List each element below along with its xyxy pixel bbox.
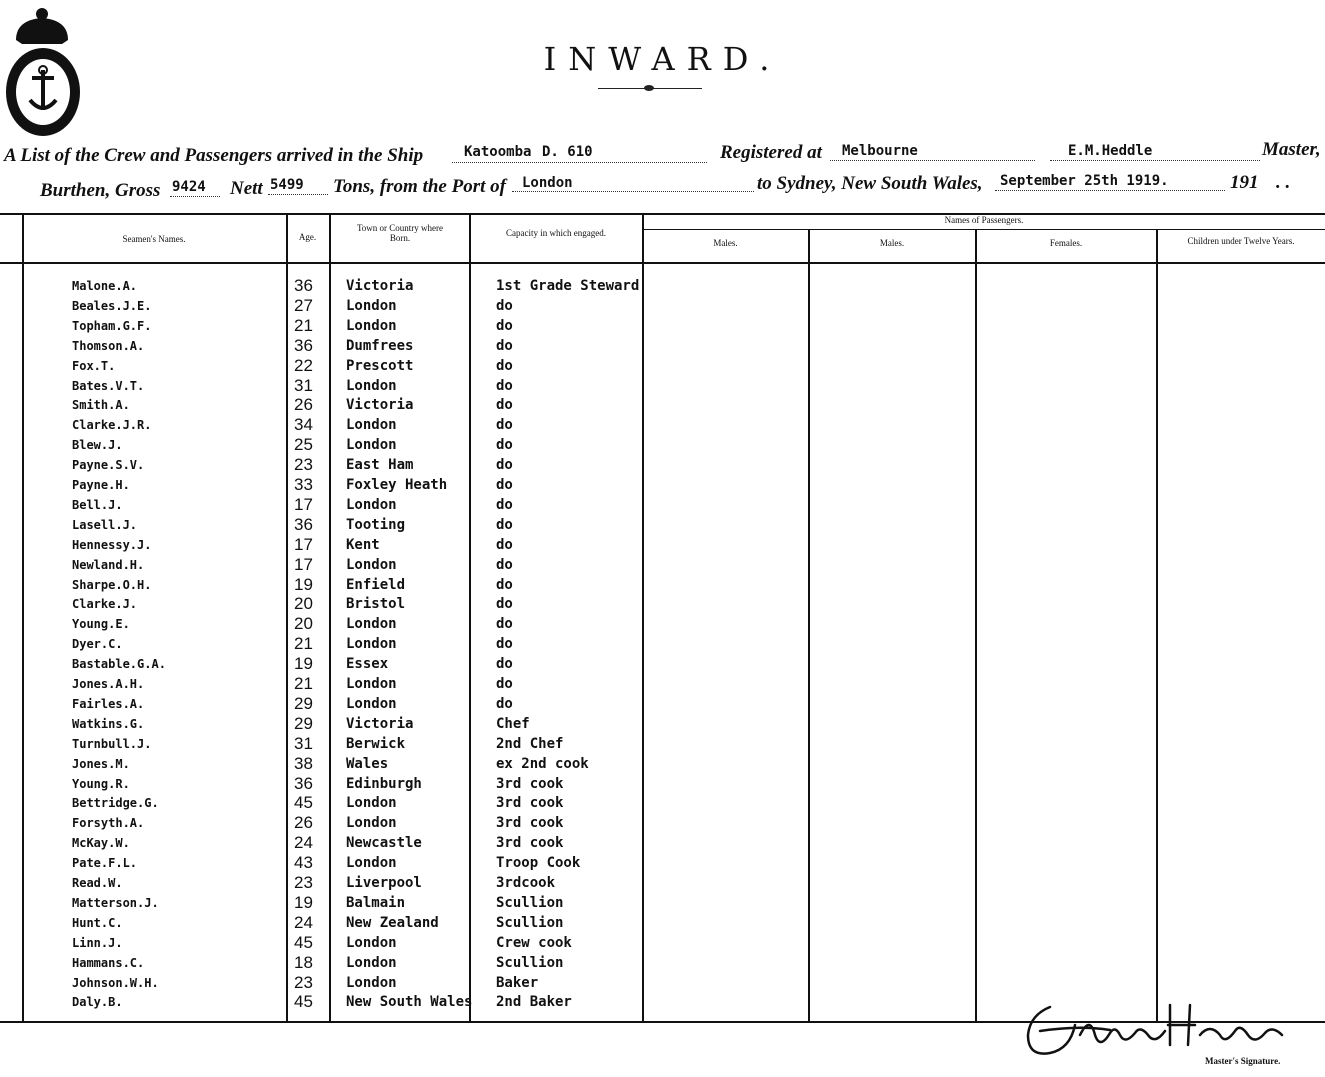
crew-capacity: do xyxy=(496,636,513,653)
crew-town: Liverpool xyxy=(346,875,422,891)
crew-row xyxy=(0,813,640,833)
crew-name: Smith.A. xyxy=(72,398,130,413)
crew-age: 20 xyxy=(294,594,313,614)
crew-capacity: Crew cook xyxy=(496,934,572,951)
title-ornament xyxy=(644,85,654,91)
crew-age: 21 xyxy=(294,634,313,654)
crew-capacity: do xyxy=(496,477,513,493)
crew-row xyxy=(0,953,640,973)
crew-capacity: do xyxy=(496,297,513,314)
crew-capacity: Scullion xyxy=(496,914,564,931)
crew-name: Clarke.J.R. xyxy=(72,418,152,433)
crew-age: 21 xyxy=(294,674,313,693)
crew-age: 17 xyxy=(294,494,313,514)
crew-name: Clarke.J. xyxy=(72,597,138,612)
crew-capacity: do xyxy=(496,695,513,712)
crew-town: Tooting xyxy=(346,516,406,533)
crew-town: East Ham xyxy=(346,457,414,474)
crew-name: Dyer.C. xyxy=(72,637,123,652)
crew-row xyxy=(0,913,640,933)
crew-row xyxy=(0,594,640,614)
crew-capacity: do xyxy=(496,457,513,474)
crew-row xyxy=(0,515,640,535)
destination-label: to Sydney, New South Wales, xyxy=(757,173,983,194)
crew-capacity: 3rd cook xyxy=(496,835,564,852)
col-divider-6 xyxy=(808,229,810,1021)
crew-town: London xyxy=(346,815,397,832)
crew-name: Hunt.C. xyxy=(72,915,123,930)
crew-row xyxy=(0,973,640,993)
crew-age: 23 xyxy=(294,972,313,992)
crew-capacity: 2nd Chef xyxy=(496,735,564,752)
crew-row xyxy=(0,654,640,674)
page-title: INWARD. xyxy=(543,40,782,78)
crew-age: 26 xyxy=(294,813,313,833)
col-header-children: Children under Twelve Years. xyxy=(1187,236,1295,246)
registered-fill-line xyxy=(830,160,1035,161)
crew-age: 36 xyxy=(294,773,313,793)
crew-capacity: Baker xyxy=(496,974,539,991)
passengers-subheader-rule xyxy=(643,229,1325,230)
crew-name: Young.R. xyxy=(72,776,130,791)
crew-row xyxy=(0,873,640,893)
crew-age: 18 xyxy=(294,952,313,972)
crew-name: Hammans.C. xyxy=(72,955,145,970)
crew-age: 31 xyxy=(294,375,313,395)
crew-capacity: do xyxy=(496,496,513,513)
crew-row xyxy=(0,933,640,953)
crew-name: Fox.T. xyxy=(72,358,116,373)
master-signature xyxy=(1020,982,1300,1065)
crew-town: Essex xyxy=(346,656,389,673)
crew-town: Newcastle xyxy=(346,835,422,852)
master-fill-line xyxy=(1050,160,1260,161)
ship-fill-line xyxy=(452,162,707,163)
crew-name: Forsyth.A. xyxy=(72,816,145,831)
crew-town: London xyxy=(346,855,397,872)
port-from: London xyxy=(522,175,573,191)
crew-capacity: do xyxy=(496,317,513,334)
crew-name: Bell.J. xyxy=(72,497,123,512)
col-divider-5 xyxy=(642,213,644,1021)
crew-town: London xyxy=(346,676,397,692)
crew-town: Wales xyxy=(346,755,389,772)
crew-name: Linn.J. xyxy=(72,935,123,950)
crew-name: McKay.W. xyxy=(72,836,130,851)
crew-town: London xyxy=(346,934,397,951)
crew-row xyxy=(0,893,640,913)
crew-town: Balmain xyxy=(346,894,406,911)
crew-capacity: do xyxy=(496,536,513,553)
crew-name: Matterson.J. xyxy=(72,895,159,910)
col-divider-7 xyxy=(975,229,977,1021)
crew-row xyxy=(0,833,640,853)
crew-town: New Zealand xyxy=(346,914,439,931)
ship-name: Katoomba xyxy=(464,144,532,160)
crew-capacity: 3rd cook xyxy=(496,775,564,792)
crew-town: London xyxy=(346,636,397,653)
crew-name: Young.E. xyxy=(72,617,130,632)
crew-name: Read.W. xyxy=(72,876,123,890)
crew-row xyxy=(0,495,640,515)
registered-label: Registered at xyxy=(720,142,822,163)
crew-town: Prescott xyxy=(346,357,414,374)
crew-capacity: do xyxy=(496,616,513,633)
crew-name: Newland.H. xyxy=(72,557,145,572)
nett-label: Nett xyxy=(230,178,263,199)
crew-row xyxy=(0,316,640,336)
crew-name: Jones.M. xyxy=(72,756,130,771)
crew-capacity: do xyxy=(496,397,513,414)
crew-town: Berwick xyxy=(346,735,406,752)
crew-row xyxy=(0,555,640,575)
crew-name: Watkins.G. xyxy=(72,716,145,731)
crew-age: 36 xyxy=(294,335,313,355)
crew-age: 22 xyxy=(294,355,313,375)
crew-row xyxy=(0,535,640,555)
crew-capacity: 1st Grade Steward xyxy=(496,278,640,294)
crew-capacity: do xyxy=(496,357,513,374)
crew-capacity: 3rd cook xyxy=(496,815,564,832)
crew-name: Pate.F.L. xyxy=(72,856,138,871)
crew-row xyxy=(0,853,640,873)
gross-fill-line xyxy=(170,196,220,197)
crew-row xyxy=(0,276,640,296)
crew-name: Payne.H. xyxy=(72,478,130,492)
crew-age: 45 xyxy=(294,932,313,952)
crew-capacity: do xyxy=(496,656,513,673)
crew-capacity: Scullion xyxy=(496,954,564,971)
crew-town: London xyxy=(346,616,397,633)
crew-capacity: do xyxy=(496,377,513,394)
crew-town: London xyxy=(346,795,397,812)
crew-name: Payne.S.V. xyxy=(72,458,145,473)
crew-town: London xyxy=(346,695,397,712)
crew-row xyxy=(0,455,640,475)
crew-row xyxy=(0,674,640,694)
crew-age: 19 xyxy=(294,654,313,674)
crew-row xyxy=(0,793,640,813)
col-header-females: Females. xyxy=(1049,238,1083,248)
crew-capacity: do xyxy=(496,576,513,593)
crew-row xyxy=(0,992,640,1012)
crew-town: London xyxy=(346,496,397,513)
crew-row xyxy=(0,634,640,654)
nett-tons: 5499 xyxy=(270,177,304,193)
crew-town: London xyxy=(346,954,397,971)
crew-age: 27 xyxy=(294,295,313,315)
crew-town: London xyxy=(346,377,397,394)
crew-name: Lasell.J. xyxy=(72,517,138,532)
crew-town: Victoria xyxy=(346,715,414,732)
crew-name: Malone.A. xyxy=(72,279,138,293)
crew-name: Daly.B. xyxy=(72,995,123,1010)
crew-town: Bristol xyxy=(346,596,406,613)
crew-row xyxy=(0,376,640,396)
crew-town: London xyxy=(346,974,397,991)
crew-row xyxy=(0,575,640,595)
crew-capacity: Scullion xyxy=(496,894,564,911)
crew-capacity: do xyxy=(496,437,513,454)
col-header-males-2: Males. xyxy=(879,238,905,248)
year-prefix: 191 xyxy=(1230,172,1259,193)
crew-capacity: ex 2nd cook xyxy=(496,755,589,772)
crew-row xyxy=(0,395,640,415)
crew-row xyxy=(0,475,640,495)
crew-row xyxy=(0,734,640,754)
crew-name: Fairles.A. xyxy=(72,696,145,711)
ship-label: A List of the Crew and Passengers arrived in the Ship xyxy=(4,145,424,166)
registered-at: Melbourne xyxy=(842,143,918,159)
crew-town: Edinburgh xyxy=(346,775,422,792)
crew-age: 24 xyxy=(294,912,313,932)
crew-capacity: 3rdcook xyxy=(496,875,556,891)
crew-age: 29 xyxy=(294,713,313,733)
col-divider-8 xyxy=(1156,229,1158,1021)
crew-name: Bates.V.T. xyxy=(72,378,145,393)
gross-tons: 9424 xyxy=(172,179,206,195)
signature-caption: Master's Signature. xyxy=(1205,1056,1281,1066)
crew-town: London xyxy=(346,437,397,454)
crew-age: 36 xyxy=(294,276,313,295)
crew-age: 17 xyxy=(294,554,313,574)
crew-name: Topham.G.F. xyxy=(72,318,152,333)
crew-age: 29 xyxy=(294,693,313,713)
col-header-seamen: Seamen's Names. xyxy=(122,234,186,244)
crew-name: Bettridge.G. xyxy=(72,796,159,811)
burthen-label: Burthen, Gross xyxy=(40,180,161,201)
crew-age: 45 xyxy=(294,793,313,813)
crew-row xyxy=(0,435,640,455)
crew-name: Turnbull.J. xyxy=(72,736,152,751)
crew-age: 21 xyxy=(294,315,313,335)
date-fill-line xyxy=(995,190,1225,191)
crew-row xyxy=(0,296,640,316)
crew-capacity: 3rd cook xyxy=(496,795,564,812)
crew-name: Blew.J. xyxy=(72,438,123,453)
crew-capacity: Troop Cook xyxy=(496,855,581,872)
crew-capacity: do xyxy=(496,596,513,613)
crew-age: 24 xyxy=(294,833,313,853)
crew-age: 33 xyxy=(294,475,313,494)
crew-capacity: do xyxy=(496,556,513,573)
crew-name: Thomson.A. xyxy=(72,338,145,353)
crew-name: Hennessy.J. xyxy=(72,537,152,552)
col-header-age: Age. xyxy=(298,232,317,242)
crew-town: Foxley Heath xyxy=(346,477,448,493)
crew-name: Jones.A.H. xyxy=(72,677,145,691)
crew-age: 19 xyxy=(294,574,313,594)
crew-town: London xyxy=(346,297,397,314)
master-label: Master, xyxy=(1262,139,1321,160)
ship-number: D. 610 xyxy=(542,144,593,160)
crew-town: Enfield xyxy=(346,576,406,593)
arrival-date: September 25th 1919. xyxy=(1000,173,1169,189)
crew-town: London xyxy=(346,556,397,573)
port-label: Tons, from the Port of xyxy=(333,176,506,197)
col-header-passengers: Names of Passengers. xyxy=(944,215,1024,225)
col-header-town: Town or Country where Born. xyxy=(356,223,444,243)
crew-age: 26 xyxy=(294,395,313,415)
crew-capacity: do xyxy=(496,337,513,354)
crew-row xyxy=(0,336,640,356)
crew-age: 31 xyxy=(294,733,313,753)
crew-age: 45 xyxy=(294,992,313,1012)
crew-town: Victoria xyxy=(346,397,414,414)
crew-town: Kent xyxy=(346,536,380,553)
crew-row xyxy=(0,714,640,734)
crew-age: 19 xyxy=(294,892,313,912)
col-header-capacity: Capacity in which engaged. xyxy=(506,228,606,238)
col-header-males-1: Males. xyxy=(713,238,738,248)
year-trail: . . xyxy=(1276,172,1291,193)
crew-name: Beales.J.E. xyxy=(72,298,152,313)
crew-age: 43 xyxy=(294,853,313,873)
crew-name: Sharpe.O.H. xyxy=(72,577,152,592)
table-header-rule xyxy=(0,262,1325,264)
crew-age: 36 xyxy=(294,514,313,534)
crew-row xyxy=(0,694,640,714)
crew-town: Dumfrees xyxy=(346,337,414,354)
nett-fill-line xyxy=(268,194,328,195)
crew-name: Johnson.W.H. xyxy=(72,975,159,990)
crew-row xyxy=(0,356,640,376)
crew-capacity: Chef xyxy=(496,715,530,732)
master-name: E.M.Heddle xyxy=(1068,143,1153,159)
crew-age: 23 xyxy=(294,873,313,892)
crew-age: 25 xyxy=(294,435,313,455)
crew-age: 34 xyxy=(294,415,313,435)
crew-name: Bastable.G.A. xyxy=(72,657,166,672)
crew-capacity: do xyxy=(496,417,513,434)
signature-text: EMorda Heddle xyxy=(1020,982,1123,999)
crew-town: London xyxy=(346,317,397,334)
crew-row xyxy=(0,774,640,794)
crew-row xyxy=(0,614,640,634)
port-fill-line xyxy=(512,191,754,192)
crew-age: 38 xyxy=(294,753,313,773)
crew-town: New South Wales xyxy=(346,994,473,1011)
crew-capacity: do xyxy=(496,676,513,692)
crew-age: 17 xyxy=(294,534,313,554)
crew-age: 20 xyxy=(294,614,313,634)
crew-town: Victoria xyxy=(346,278,414,294)
crew-row xyxy=(0,754,640,774)
crew-capacity: do xyxy=(496,516,513,533)
crew-row xyxy=(0,415,640,435)
crew-town: London xyxy=(346,417,397,434)
crew-capacity: 2nd Baker xyxy=(496,994,572,1011)
crew-age: 23 xyxy=(294,455,313,475)
